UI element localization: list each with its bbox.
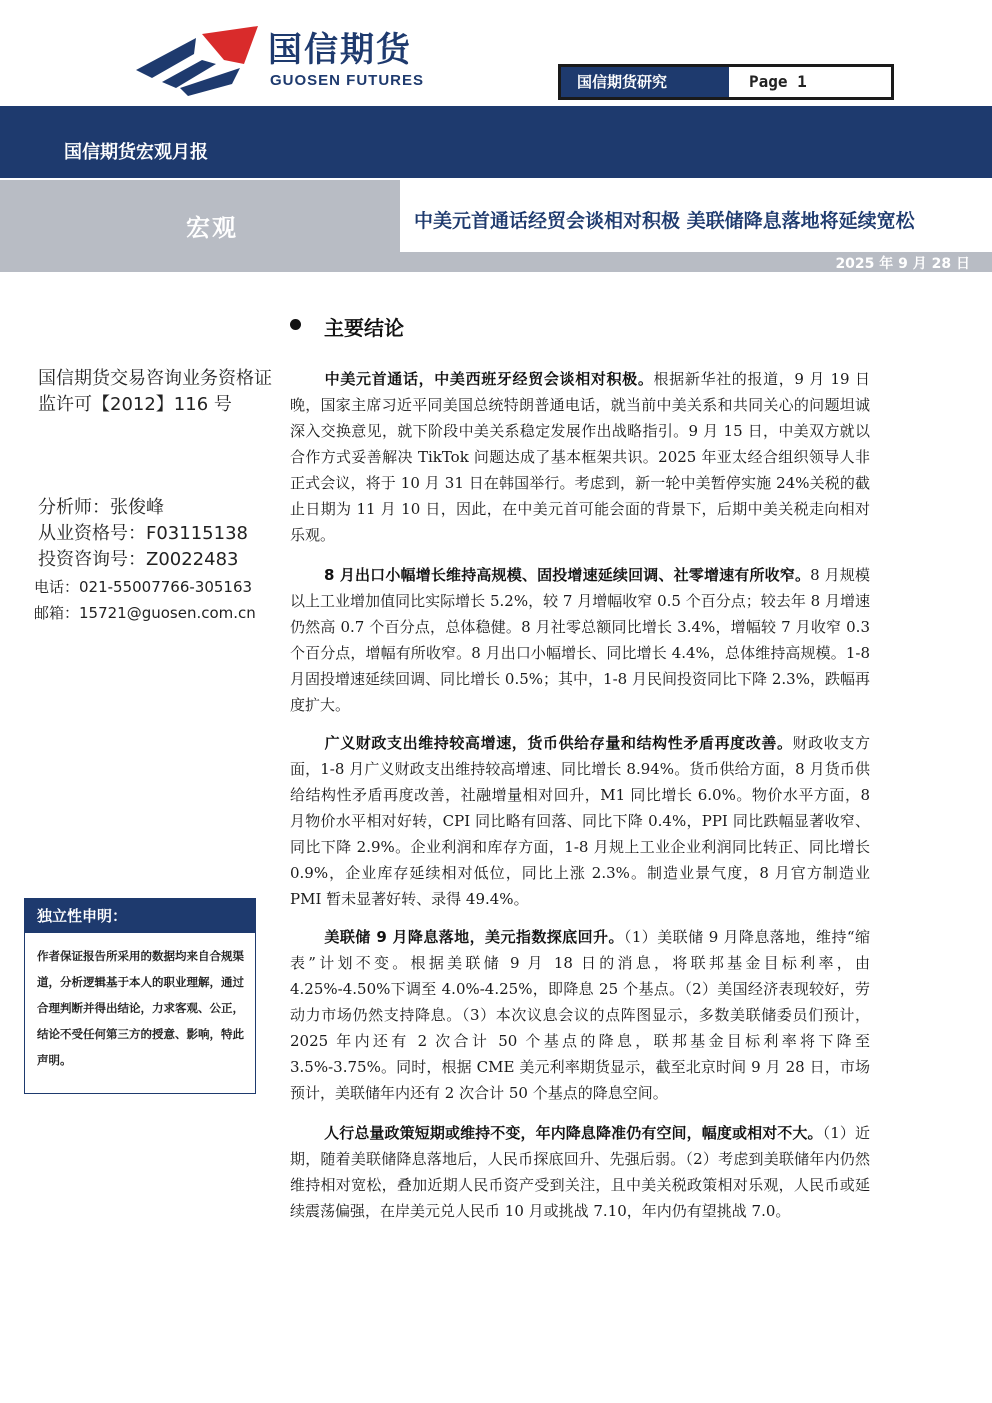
brand-name-en: GUOSEN FUTURES — [270, 72, 425, 89]
independence-text: 作者保证报告所采用的数据均来自合规渠道，分析逻辑基于本人的职业理解，通过合理判断并得出结论，力求客观、公正，结论不受任何第三方的授意、影响，特此声明。 — [37, 949, 244, 1067]
paragraph-lead: 人行总量政策短期或维持不变，年内降息降准仍有空间，幅度或相对不大。 — [324, 1124, 823, 1142]
paragraph — [290, 366, 870, 548]
email-link[interactable]: 邮箱：15721@guosen.com.cn — [34, 604, 256, 622]
phone: 电话：021-55007766-305163 — [34, 578, 253, 596]
paragraph-body: （1）美联储 9 月降息落地，维持“缩表”计划不变。根据美联储 9 月 18 日的消息，将联邦基金目标利率，由 4.25%-4.50%下调至 4.0%-4.25%，即降息 25 个基点。（2）美国经济表现较好，劳动力市场仍然支持降息。（3）本次议息会议的点阵图显示，多数美联储委员们预计，2025 年内还有 2 次合计 50 个基点的降息，联邦基金目标利率将下降至 3.5%-3.75%。同时，根据 CME 美元利率期货显示，截至北京时间 9 月 28 日，市场预计，美联储年内还有 2 次合计 50 个基点的降息空间。 — [290, 928, 870, 1102]
guosen-logo-icon — [132, 24, 262, 96]
paragraph-lead: 中美元首通话，中美西班牙经贸会谈相对积极。 — [324, 370, 654, 388]
qualification-number: 从业资格号：F03115138 — [38, 523, 248, 544]
paragraph — [290, 924, 870, 1106]
paragraph-lead: 8 月出口小幅增长维持高规模、固投增速延续回调、社零增速有所收窄。 — [324, 566, 811, 584]
consult-number: 投资咨询号：Z0022483 — [38, 549, 239, 570]
page-indicator — [558, 64, 894, 100]
report-headline: 中美元首通话经贸会谈相对积极 美联储降息落地将延续宽松 — [414, 210, 915, 232]
paragraph — [290, 730, 870, 912]
page-number: Page 1 — [749, 72, 807, 91]
independence-statement — [24, 898, 256, 1094]
independence-title: 独立性申明： — [25, 899, 255, 933]
paragraph-lead: 美联储 9 月降息落地，美元指数探底回升。 — [324, 928, 624, 946]
paragraph — [290, 562, 870, 718]
paragraph-body: （1）近期，随着美联储降息落地后，人民币探底回升、先强后弱。（2）考虑到美联储年内仍然维持相对宽松，叠加近期人民币资产受到关注，且中美关税政策相对乐观，人民币或延续震荡偏强，在岸美元兑人民币 10 月或挑战 7.10，年内仍有望挑战 7.0。 — [290, 1124, 870, 1220]
license-info: 国信期货交易咨询业务资格证监许可【2012】116 号 — [38, 368, 272, 415]
category-label: 宏观 — [186, 214, 238, 242]
analyst-name: 分析师：张俊峰 — [38, 497, 164, 518]
paragraph-body: 财政收支方面，1-8 月广义财政支出维持较高增速、同比增长 8.94%。货币供给方面，8 月货币供给结构性矛盾再度改善，社融增量相对回升，M1 同比增长 6.0%。物价水平方面，8 月物价水平相对好转，CPI 同比略有回落、同比下降 0.4%，PPI 同比跌幅显著收窄、同比下降 2.9%。企业利润和库存方面，1-8 月规上工业企业利润同比转正、同比增长 0.9%，企业库存延续相对低位，同比上涨 2.3%。制造业景气度，8 月官方制造业 PMI 暂未显著好转、录得 49.4%。 — [290, 734, 870, 908]
section-title: 主要结论 — [324, 316, 404, 340]
brand-name-cn: 国信期货 — [268, 30, 412, 70]
paragraph — [290, 1120, 870, 1224]
paragraph-body: 根据新华社的报道，9 月 19 日晚，国家主席习近平同美国总统特朗普通电话，就当前中美关系和共同关心的问题坦诚深入交换意见，就下阶段中美关系稳定发展作出战略指引。9 月 15 日，中美双方就以合作方式妥善解决 TikTok 问题达成了基本框架共识。2025 年亚太经合组织领导人非正式会议，将于 10 月 31 日在韩国举行。考虑到，新一轮中美暂停实施 24%关税的截止日期为 11 月 10 日，因此，在中美元首可能会面的背景下，后期中美关税走向相对乐观。 — [290, 370, 870, 544]
report-type: 国信期货宏观月报 — [64, 142, 208, 163]
paragraph-body: 8 月规模以上工业增加值同比实际增长 5.2%，较 7 月增幅收窄 0.5 个百分点；较去年 8 月增速仍然高 0.7 个百分点，总体稳健。8 月社零总额同比增长 3.4%，增幅较 7 月收窄 0.3 个百分点，增幅有所收窄。8 月出口小幅增长、同比增长 4.4%，总体维持高规模。1-8 月固投增速延续回调、同比增长 0.5%；其中，1-8 月民间投资同比下降 2.3%，跌幅再度扩大。 — [290, 566, 870, 714]
paragraph-lead: 广义财政支出维持较高增速，货币供给存量和结构性矛盾再度改善。 — [324, 734, 793, 752]
report-date: 2025 年 9 月 28 日 — [835, 256, 970, 272]
bullet-icon — [290, 319, 301, 330]
research-label: 国信期货研究 — [561, 67, 729, 97]
